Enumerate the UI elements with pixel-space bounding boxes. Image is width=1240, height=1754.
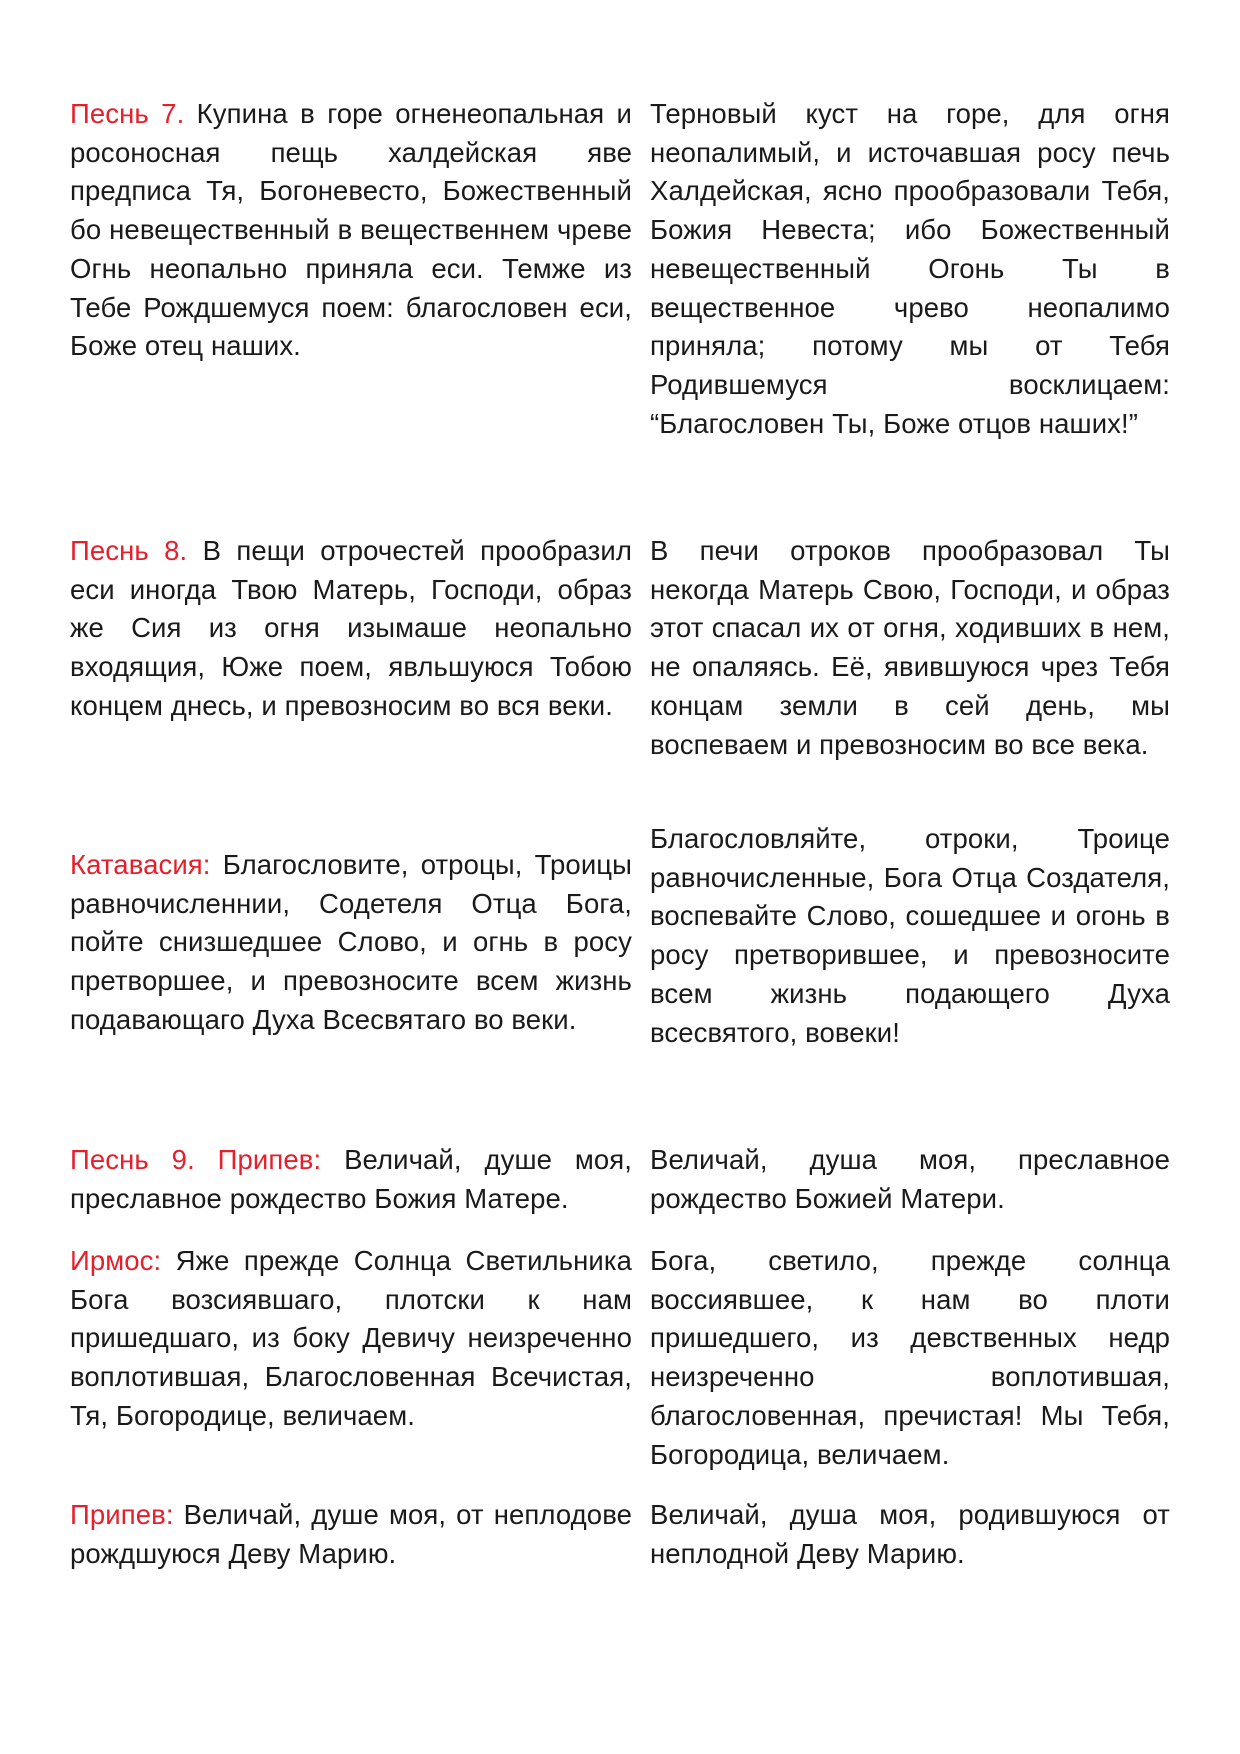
russian-translation: Величай, душа моя, преславное рождество Божией Матери. [650, 1144, 1170, 1214]
section-irmos [70, 1242, 1170, 1474]
section-ode-9-refrain [70, 1141, 1170, 1218]
russian-translation: Терновый куст на горе, для огня неопалимый, и источавшая росу печь Халдейская, ясно прообразовали Тебя, Божия Невеста; ибо Божественный невещественный Огонь Ты в вещественное чрево неопалимо приняла; потому мы от Тебя Родившемуся восклицаем: “Благословен Ты, Боже отцов наших!” [650, 98, 1170, 439]
section-label: Песнь 7. [70, 98, 185, 129]
section-text: Величай, душе моя, от неплодове рождшуюся Деву Марию. [70, 1499, 632, 1569]
section-label: Припев: [70, 1499, 174, 1530]
section-label: Ирмос: [70, 1245, 162, 1276]
russian-translation: В печи отроков прообразовал Ты некогда Матерь Свою, Господи, и образ этот спасал их от огня, ходивших в нем, не опаляясь. Её, явившуюся чрез Тебя концам земли в сей день, мы воспеваем и превозносим во все века. [650, 535, 1170, 760]
russian-translation: Бога, светило, прежде солнца воссиявшее, к нам во плоти пришедшего, из девственных недр неизреченно воплотившая, благословенная, пречистая! Мы Тебя, Богородица, величаем. [650, 1245, 1170, 1470]
section-text: Величай, душе моя, преславное рождество Божия Матере. [70, 1144, 632, 1214]
church-slavonic-text [70, 846, 632, 1040]
section-label: Песнь 8. [70, 535, 188, 566]
church-slavonic-text [70, 1496, 632, 1573]
section-text: Яже прежде Солнца Светильника Бога возсиявшаго, плотски к нам пришедшаго, из боку Девичу неизреченно воплотившая, Благословенная Всечистая, Тя, Богородице, величаем. [70, 1245, 632, 1431]
section-text: Купина в горе огненеопальная и росоносная пещь халдейская яве предписа Тя, Богоневесто, Божественный бо невещественный в вещественнем чреве Огнь неопально приняла еси. Темже из Тебе Рождшемуся поем: благословен еси, Боже отец наших. [70, 98, 632, 362]
section-refrain [70, 1496, 1170, 1573]
church-slavonic-text [70, 1141, 632, 1218]
section-ode-7 [70, 95, 1170, 443]
section-ode-8 [70, 532, 1170, 764]
section-label: Песнь 9. Припев: [70, 1144, 322, 1175]
church-slavonic-text [70, 1242, 632, 1436]
russian-translation: Благословляйте, отроки, Троице равночисленные, Бога Отца Создателя, воспевайте Слово, сошедшее и огонь в росу претворившее, и превозносите всем жизнь подающего Духа всесвятого, вовеки! [650, 823, 1170, 1048]
section-text: Благословите, отроцы, Троицы равночисленнии, Содетеля Отца Бога, пойте снизшедшее Слово, и огнь в росу претворшее, и превозносите всем жизнь подавающаго Духа Всесвятаго во веки. [70, 849, 632, 1035]
section-katavasia [70, 820, 1170, 1052]
section-text: В пещи отрочестей прообразил еси иногда Твою Матерь, Господи, образ же Сия из огня изымаше неопально входящия, Юже поем, явльшуюся Тобою концем днесь, и превозносим во вся веки. [70, 535, 632, 721]
russian-translation: Величай, душа моя, родившуюся от неплодной Деву Марию. [650, 1499, 1170, 1569]
church-slavonic-text [70, 532, 632, 726]
church-slavonic-text [70, 95, 632, 366]
section-label: Катавасия: [70, 849, 211, 880]
